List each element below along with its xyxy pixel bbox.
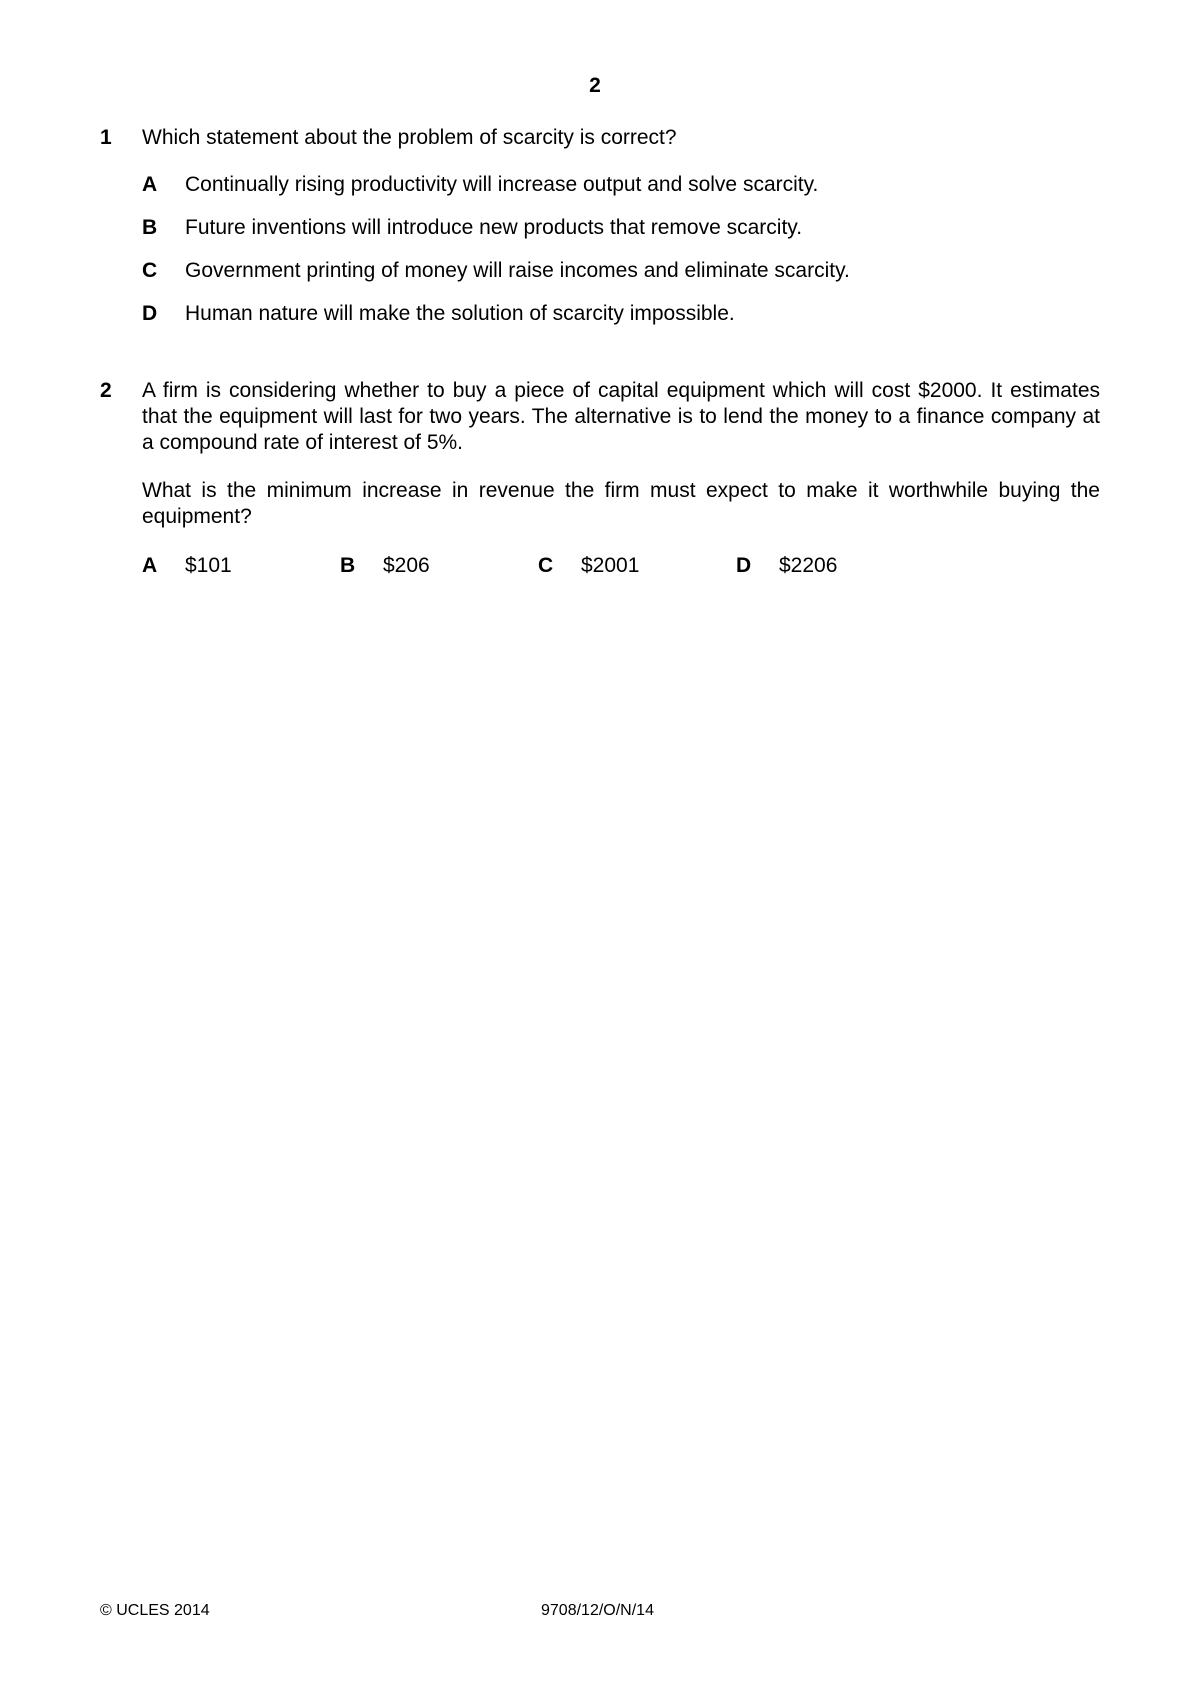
option-text: $2001 <box>581 554 640 577</box>
option-letter: A <box>142 173 158 196</box>
option-c <box>142 258 850 284</box>
option-letter: B <box>142 216 158 239</box>
question-stem-paragraph-2: What is the minimum increase in revenue the firm must expect to make it worthwhile buying the equipment? <box>142 479 1100 528</box>
option-text: $101 <box>185 554 232 577</box>
option-letter: C <box>142 259 158 282</box>
option-a <box>142 172 818 198</box>
option-text: $2206 <box>779 554 838 577</box>
question-stem-paragraph-1: A firm is considering whether to buy a piece of capital equipment which will cost $2000. It estimates that the equipment will last for two years. The alternative is to lend the money to a finance company at a compound rate of interest of 5%. <box>142 379 1100 454</box>
question-number: 1 <box>100 126 112 149</box>
option-letter: A <box>142 554 158 577</box>
option-letter: D <box>736 554 752 577</box>
question-stem: Which statement about the problem of scarcity is correct? <box>142 126 677 149</box>
page-number: 2 <box>589 74 601 97</box>
option-c <box>538 553 639 579</box>
option-d <box>142 301 735 327</box>
option-a <box>142 553 232 579</box>
footer-paper-code: 9708/12/O/N/14 <box>541 1602 654 1619</box>
option-b <box>340 553 430 579</box>
option-text: Future inventions will introduce new products that remove scarcity. <box>185 216 803 239</box>
option-text: Continually rising productivity will increase output and solve scarcity. <box>185 173 819 196</box>
option-text: $206 <box>383 554 430 577</box>
option-letter: B <box>340 554 356 577</box>
option-b <box>142 215 802 241</box>
option-text: Human nature will make the solution of scarcity impossible. <box>185 302 735 325</box>
option-d <box>736 553 837 579</box>
option-letter: C <box>538 554 554 577</box>
question-number: 2 <box>100 379 112 402</box>
option-letter: D <box>142 302 158 325</box>
footer-copyright: © UCLES 2014 <box>100 1602 210 1619</box>
option-text: Government printing of money will raise incomes and eliminate scarcity. <box>185 259 850 282</box>
